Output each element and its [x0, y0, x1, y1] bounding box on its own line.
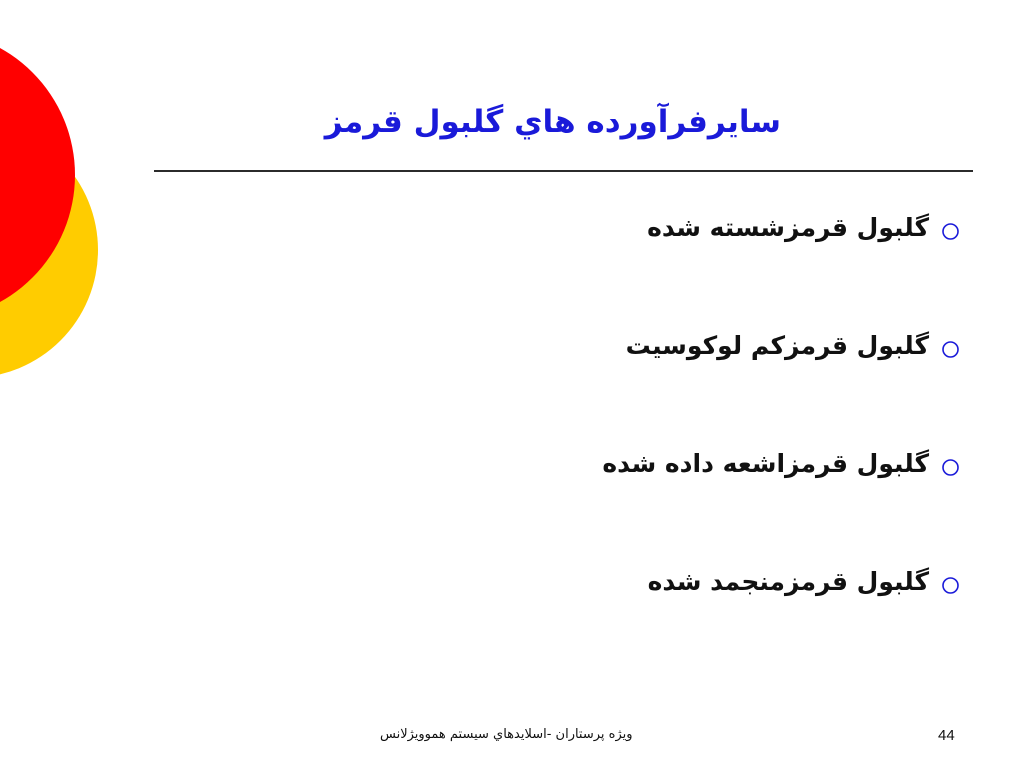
- circle-bullet-icon: [941, 458, 960, 477]
- decorative-circles: [0, 0, 110, 420]
- bullet-list: [602, 210, 960, 682]
- bullet-text: گلبول قرمزكم لوكوسيت: [625, 331, 929, 360]
- circle-bullet-icon: [941, 340, 960, 359]
- bullet-text: گلبول قرمزاشعه داده شده: [602, 449, 929, 478]
- page-number: 44: [938, 727, 955, 744]
- bullet-text: گلبول قرمزمنجمد شده: [647, 567, 929, 596]
- bullet-text: گلبول قرمزشسته شده: [647, 213, 929, 242]
- footer-text: ويژه پرستاران -اسلايدهاي سيستم هموويژلانس: [380, 727, 633, 742]
- bullet-item: [602, 564, 960, 682]
- bullet-item: [602, 328, 960, 446]
- bullet-item: [602, 446, 960, 564]
- slide-title: سايرفرآورده هاي گلبول قرمز: [324, 104, 781, 140]
- title-divider: [154, 170, 973, 172]
- circle-bullet-icon: [941, 222, 960, 241]
- bullet-item: [602, 210, 960, 328]
- circle-bullet-icon: [941, 576, 960, 595]
